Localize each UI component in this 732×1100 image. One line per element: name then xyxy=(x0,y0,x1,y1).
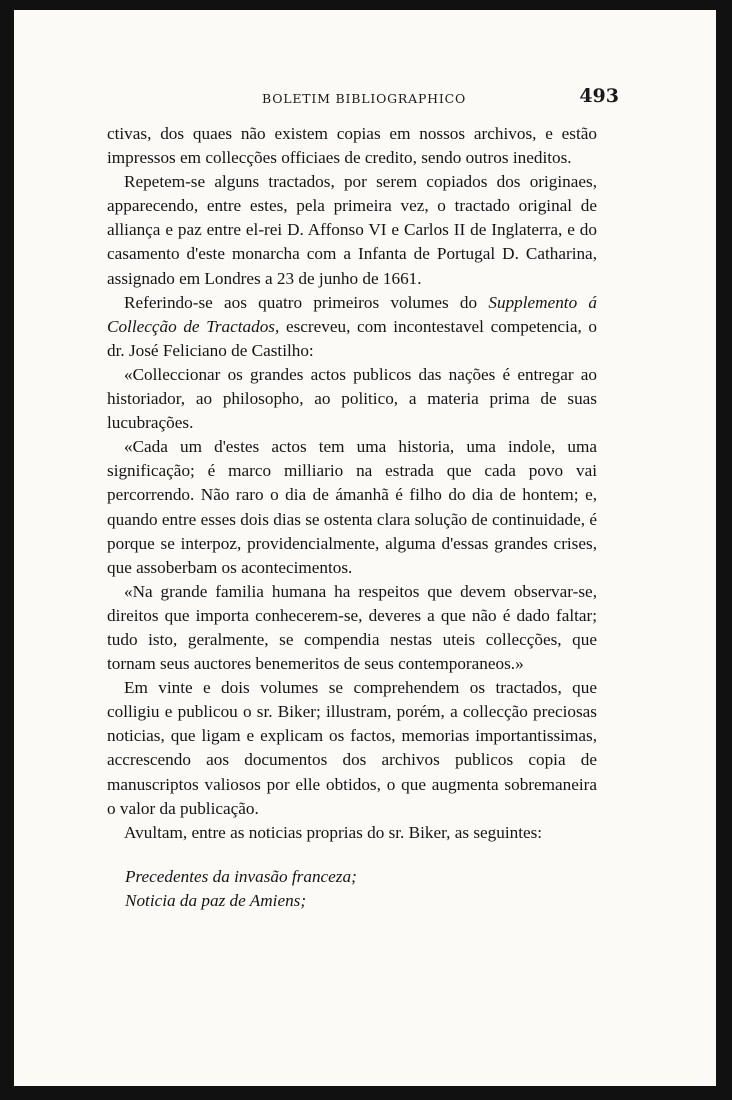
book-page xyxy=(14,10,716,1086)
paragraph: Avultam, entre as noticias proprias do sr. Biker, as seguintes: xyxy=(124,822,543,842)
spacer xyxy=(107,845,597,865)
body-text xyxy=(107,122,597,913)
quote-paragraph: «Na grande familia humana ha respeitos que devem observar-se, direitos que importa conhecerem-se, deveres a que não é dado faltar; tudo isto, geralmente, se compendia nestas uteis collecções, que tornam seus auctores benemeritos de seus contemporaneos.» xyxy=(107,581,597,674)
quote-paragraph: «Colleccionar os grandes actos publicos das nações é entregar ao historiador, ao philosopho, ao politico, a materia prima de suas lucubrações. xyxy=(107,364,597,433)
paragraph: ctivas, dos quaes não existem copias em nossos archivos, e estão impressos em collecções officiaes de credito, sendo outros ineditos. xyxy=(107,124,597,168)
running-title: BOLETIM BIBLIOGRAPHICO xyxy=(261,91,467,106)
list-item: Precedentes da invasão franceza; xyxy=(125,866,357,886)
paragraph xyxy=(107,291,597,363)
paragraph: Em vinte e dois volumes se comprehendem os tractados, que colligiu e publicou o sr. Biker; illustram, porém, a collecção preciosas noticias, que ligam e explicam os factos, memorias importantissimas, accrescendo aos documentos dos archivos publicos copia de manuscriptos valiosos por elle obtidos, o que augmenta sobremaneira o valor da publicação. xyxy=(107,678,597,818)
paragraph-text: escreveu, com incontestavel competencia, o dr. José Feliciano de Castilho: xyxy=(107,316,598,360)
quote-paragraph: «Cada um d'estes actos tem uma historia, uma indole, uma significação; é marco milliario na estrada que cada povo vai percorrendo. Não raro o dia de ámanhã é filho do dia de hontem; e, quando entre esses dois dias se ostenta clara solução de continuidade, é porque se interpoz, providencialmente, alguma d'essas grandes crises, que assoberbam os acontecimentos. xyxy=(107,437,597,577)
book-title: Supplemento á Collecção de Tractados, xyxy=(107,292,597,336)
paragraph-text: Referindo-se aos quatro primeiros volumes do xyxy=(124,292,489,312)
running-head xyxy=(109,85,619,110)
list-item: Noticia da paz de Amiens; xyxy=(125,890,307,910)
paragraph: Repetem-se alguns tractados, por serem copiados dos originaes, apparecendo, entre estes, pela primeira vez, o tractado original de alliança e paz entre el-rei D. Affonso VI e Carlos II de Inglaterra, e do casamento d'este monarcha com a Infanta de Portugal D. Catharina, assignado em Londres a 23 de junho de 1661. xyxy=(107,172,597,288)
page-number: 493 xyxy=(579,85,619,107)
